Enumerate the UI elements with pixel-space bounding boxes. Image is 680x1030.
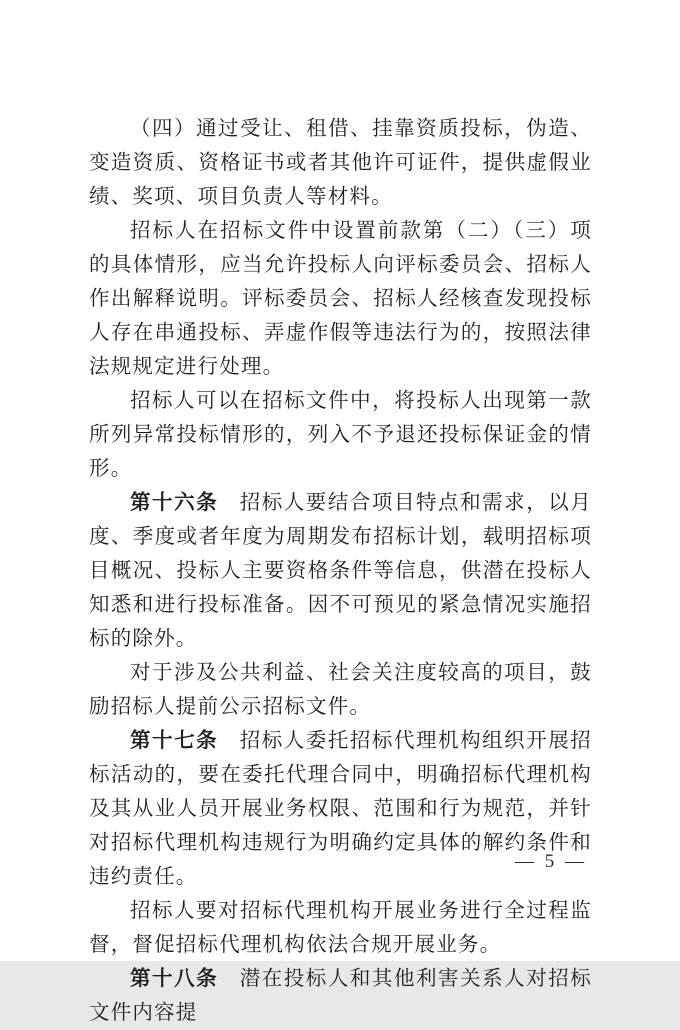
body-paragraph <box>89 384 592 486</box>
body-paragraph <box>89 112 592 214</box>
article-paragraph <box>89 962 592 1030</box>
paragraph-text: 招标人要结合项目特点和需求，以月度、季度或者年度为周期发布招标计划，载明招标项目概况、投标人主要资格条件等信息，供潜在投标人知悉和进行投标准备。因不可预见的紧急情况实施招标的除外。 <box>89 492 592 650</box>
article-number-label: 第十八条 <box>130 967 219 990</box>
paragraph-text: 招标人可以在招标文件中，将投标人出现第一款所列异常投标情形的，列入不予退还投标保证金的情形。 <box>89 390 592 480</box>
paragraph-text: 招标人要对招标代理机构开展业务进行全过程监督，督促招标代理机构依法合规开展业务。 <box>89 900 592 956</box>
paragraph-text: 潜在投标人和其他利害关系人对招标文件内容提 <box>89 968 592 1024</box>
paragraph-text: 对于涉及公共利益、社会关注度较高的项目，鼓励招标人提前公示招标文件。 <box>89 662 592 718</box>
body-paragraph <box>89 656 592 724</box>
paragraph-text: （四）通过受让、租借、挂靠资质投标，伪造、变造资质、资格证书或者其他许可证件，提供虚假业绩、奖项、项目负责人等材料。 <box>89 118 592 208</box>
body-paragraph <box>89 894 592 962</box>
article-number-label: 第十六条 <box>130 491 219 514</box>
document-body <box>89 112 592 1030</box>
article-paragraph <box>89 486 592 656</box>
page-number: — 5 — <box>515 851 587 872</box>
body-paragraph <box>89 214 592 384</box>
paragraph-text: 招标人委托招标代理机构组织开展招标活动的，要在委托代理合同中，明确招标代理机构及其从业人员开展业务权限、范围和行为规范，并针对招标代理机构违规行为明确约定具体的解约条件和违约责任。 <box>89 730 592 888</box>
paragraph-text: 招标人在招标文件中设置前款第（二）（三）项的具体情形，应当允许投标人向评标委员会、招标人作出解释说明。评标委员会、招标人经核查发现投标人存在串通投标、弄虚作假等违法行为的，按照法律法规规定进行处理。 <box>89 220 592 378</box>
article-number-label: 第十七条 <box>130 729 219 752</box>
